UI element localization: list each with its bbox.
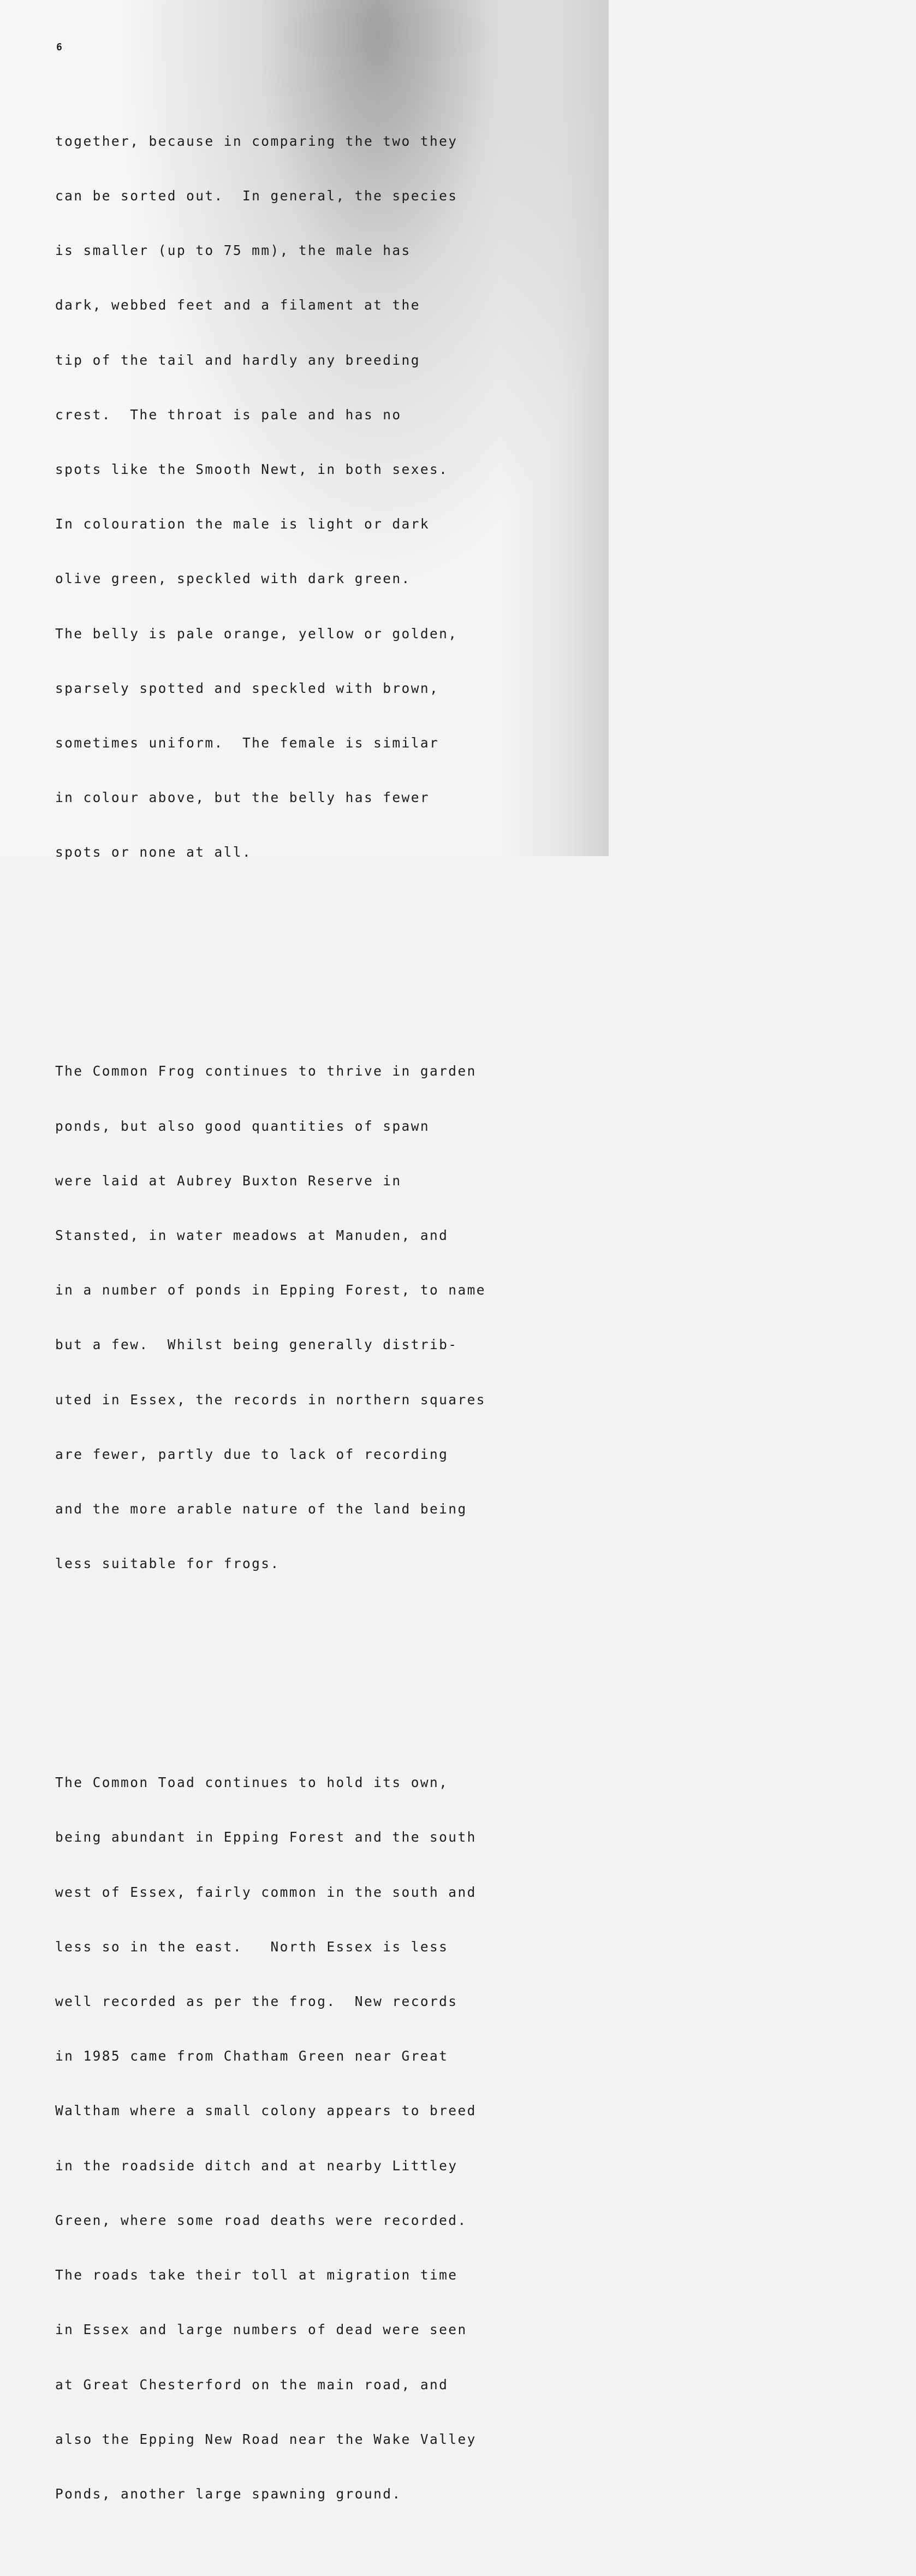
text-line: in colour above, but the belly has fewer	[55, 790, 430, 806]
text-line: sparsely spotted and speckled with brown,	[55, 680, 439, 696]
text-line: spots or none at all.	[55, 844, 252, 860]
text-line: being abundant in Epping Forest and the south	[55, 1829, 477, 1845]
text-line: and the more arable nature of the land being	[55, 1501, 467, 1517]
text-line: are fewer, partly due to lack of recording	[55, 1446, 449, 1462]
text-line: also the Epping New Road near the Wake Valley	[55, 2431, 477, 2447]
body-text	[55, 59, 579, 2576]
text-line: can be sorted out. In general, the species	[55, 187, 458, 204]
text-line: sometimes uniform. The female is similar	[55, 735, 439, 751]
text-line: crest. The throat is pale and has no	[55, 406, 402, 423]
text-line: Green, where some road deaths were recorded.	[55, 2212, 467, 2228]
text-line: were laid at Aubrey Buxton Reserve in	[55, 1172, 402, 1189]
text-line: tip of the tail and hardly any breeding	[55, 352, 420, 368]
text-line: The Common Toad continues to hold its own,	[55, 1774, 449, 1791]
text-line: In colouration the male is light or dark	[55, 516, 430, 532]
text-line: in the roadside ditch and at nearby Littley	[55, 2157, 458, 2174]
text-line: together, because in comparing the two they	[55, 133, 458, 149]
paragraph-gap	[55, 953, 579, 971]
text-line: The belly is pale orange, yellow or golden,	[55, 625, 458, 642]
paragraph-newt-description	[55, 96, 579, 898]
paragraph-common-toad	[55, 1737, 579, 2539]
page-number: 6	[56, 41, 62, 53]
text-line: ponds, but also good quantities of spawn	[55, 1118, 430, 1134]
text-line: The roads take their toll at migration time	[55, 2267, 458, 2283]
text-line: spots like the Smooth Newt, in both sexes.	[55, 461, 449, 477]
text-line: dark, webbed feet and a filament at the	[55, 297, 420, 313]
text-line: Waltham where a small colony appears to breed	[55, 2103, 477, 2119]
paragraph-gap	[55, 1664, 579, 1682]
text-line: The Common Frog continues to thrive in garden	[55, 1063, 477, 1079]
text-line: in 1985 came from Chatham Green near Great	[55, 2048, 449, 2064]
text-line: in a number of ponds in Epping Forest, to name	[55, 1282, 486, 1298]
text-line: in Essex and large numbers of dead were seen	[55, 2322, 467, 2338]
text-line: uted in Essex, the records in northern squares	[55, 1391, 486, 1408]
text-line: Ponds, another large spawning ground.	[55, 2486, 402, 2502]
text-line: is smaller (up to 75 mm), the male has	[55, 242, 411, 259]
text-line: well recorded as per the frog. New records	[55, 1993, 458, 2010]
text-line: less suitable for frogs.	[55, 1556, 280, 1572]
text-line: Stansted, in water meadows at Manuden, and	[55, 1227, 449, 1243]
text-line: at Great Chesterford on the main road, and	[55, 2376, 449, 2393]
text-line: west of Essex, fairly common in the south and	[55, 1884, 477, 1900]
paragraph-common-frog	[55, 1026, 579, 1610]
text-line: olive green, speckled with dark green.	[55, 571, 411, 587]
text-line: but a few. Whilst being generally distrib-	[55, 1337, 458, 1353]
text-line: less so in the east. North Essex is less	[55, 1938, 449, 1955]
